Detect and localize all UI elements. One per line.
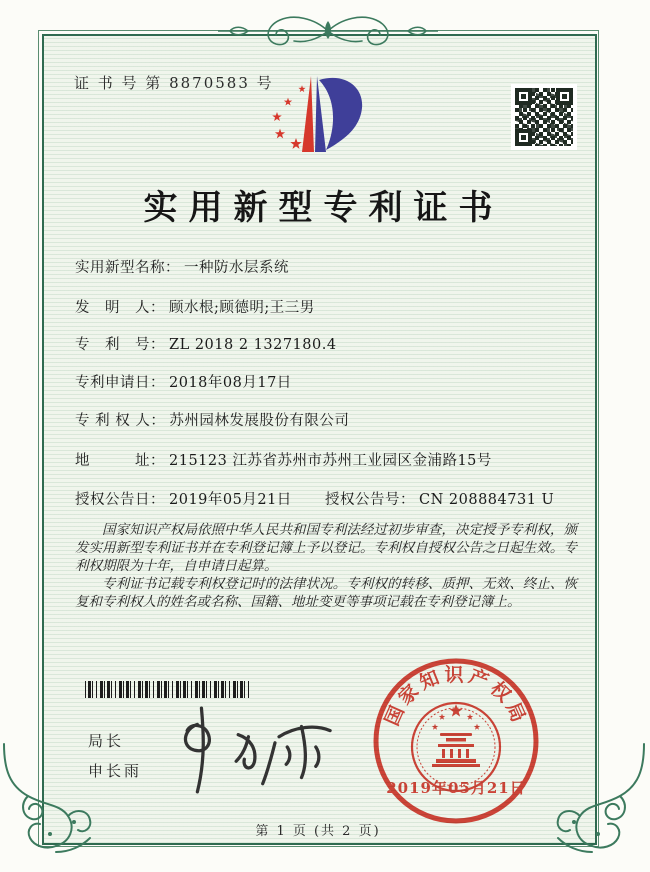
svg-text:国家知识产权局 xyxy=(381,663,531,729)
field-label: 专利申请日： xyxy=(75,375,165,391)
qr-code-icon xyxy=(511,84,577,150)
qr-finder-bottom-left xyxy=(515,129,532,146)
grant-date-value: 2019年05月21日 xyxy=(169,492,292,508)
field-value: 苏州园林发展股份有限公司 xyxy=(169,413,350,429)
handwritten-signature-icon xyxy=(150,702,355,799)
signer-name: 申长雨 xyxy=(88,762,143,780)
seal-arc-text: 国家知识产权局 xyxy=(380,663,532,730)
field-label: 实用新型名称： xyxy=(75,260,180,276)
signer-block xyxy=(88,726,142,786)
field-row-grant xyxy=(75,488,577,509)
field-value: 顾水根;顾德明;王三男 xyxy=(169,300,315,316)
field-value: 215123 江苏省苏州市苏州工业园区金浦路15号 xyxy=(169,453,492,469)
legal-paragraph-1: 国家知识产权局依照中华人民共和国专利法经过初步审查，决定授予专利权，颁发实用新型专利证书并在专利登记簿上予以登记。专利权自授权公告之日起生效。专利权期限为十年，自申请日起算。 xyxy=(75,522,577,574)
national-emblem xyxy=(412,703,500,791)
field-row-patent-number xyxy=(75,333,337,354)
barcode-icon xyxy=(85,681,251,698)
field-row-patentee xyxy=(75,409,349,430)
field-label: 专 利 权 人： xyxy=(75,413,166,429)
field-value: 2018年08月17日 xyxy=(169,375,292,391)
qr-finder-top-left xyxy=(515,88,532,105)
certificate-number: 证 书 号 第 8870583 号 xyxy=(74,74,274,92)
seal-date: 2019年05月21日 xyxy=(386,779,526,797)
legal-paragraph-2: 专利证书记载专利权登记时的法律状况。专利权的转移、质押、无效、终止、恢复和专利权人的姓名或名称、国籍、地址变更等事项记载在专利登记簿上。 xyxy=(75,576,577,610)
field-row-invention-name xyxy=(75,256,289,277)
field-label: 专 利 号： xyxy=(75,337,165,353)
field-row-address xyxy=(75,449,492,470)
field-value: ZL 2018 2 1327180.4 xyxy=(169,337,337,353)
page-number: 第 1 页 (共 2 页) xyxy=(255,824,381,839)
qr-finder-top-right xyxy=(556,88,573,105)
grant-number-value: CN 208884731 U xyxy=(419,492,555,508)
grant-number-label: 授权公告号： xyxy=(325,492,415,508)
certificate-title: 实用新型专利证书 xyxy=(143,188,504,228)
official-seal-icon xyxy=(368,653,544,829)
field-row-inventors xyxy=(75,296,315,317)
field-label: 地 址： xyxy=(75,453,165,469)
field-value: 一种防水层系统 xyxy=(184,260,289,276)
signer-title: 局长 xyxy=(88,732,125,750)
legal-text-block xyxy=(75,521,577,611)
field-row-filing-date xyxy=(75,371,292,392)
field-label: 发 明 人： xyxy=(75,300,165,316)
grant-date-label: 授权公告日： xyxy=(75,492,165,508)
